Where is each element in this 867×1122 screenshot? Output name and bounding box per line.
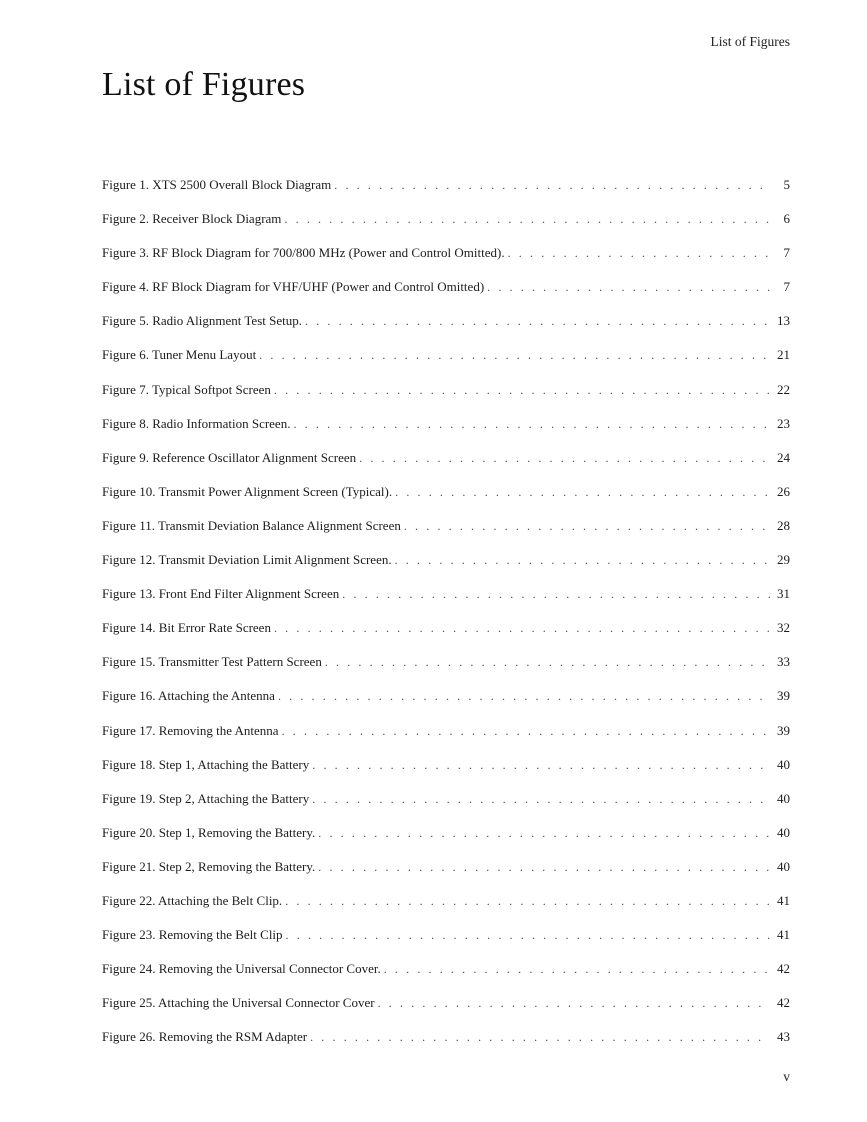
figure-entry-label: Figure 12. Transmit Deviation Limit Alignment Screen. bbox=[102, 552, 392, 568]
dot-leader bbox=[310, 1020, 770, 1054]
dot-leader bbox=[278, 679, 770, 713]
figure-list-entry[interactable] bbox=[102, 304, 790, 338]
page-number: v bbox=[783, 1069, 790, 1084]
figure-entry-label: Figure 22. Attaching the Belt Clip. bbox=[102, 892, 283, 908]
figure-entry-page: 22 bbox=[777, 381, 790, 397]
figure-entry-page: 41 bbox=[777, 892, 790, 908]
figure-entry-page: 26 bbox=[777, 483, 790, 499]
figure-entry-label: Figure 10. Transmit Power Alignment Screen (Typical). bbox=[102, 483, 393, 499]
figure-entry-label: Figure 1. XTS 2500 Overall Block Diagram bbox=[102, 177, 332, 192]
figure-entry-page: 40 bbox=[777, 824, 790, 840]
figure-list-entry[interactable] bbox=[102, 645, 790, 679]
dot-leader bbox=[284, 202, 770, 236]
dot-leader bbox=[312, 782, 770, 816]
figure-list-entry[interactable] bbox=[102, 918, 790, 952]
figure-list-entry[interactable] bbox=[102, 270, 790, 304]
figure-entry-page: 6 bbox=[783, 211, 790, 227]
figure-entry-label: Figure 5. Radio Alignment Test Setup. bbox=[102, 313, 302, 329]
figure-list-entry[interactable] bbox=[102, 884, 790, 918]
figure-list-entry[interactable] bbox=[102, 577, 790, 611]
dot-leader bbox=[312, 748, 770, 782]
dot-leader bbox=[384, 952, 770, 986]
figure-entry-page: 7 bbox=[783, 245, 790, 261]
figure-list-entry[interactable] bbox=[102, 475, 790, 509]
figure-entry-page: 21 bbox=[777, 347, 790, 363]
figure-entry-label: Figure 17. Removing the Antenna bbox=[102, 722, 279, 738]
figure-list-entry[interactable] bbox=[102, 611, 790, 645]
figure-entry-label: Figure 18. Step 1, Attaching the Battery bbox=[102, 756, 310, 772]
figure-entry-page: 7 bbox=[783, 279, 790, 295]
figure-list-entry[interactable] bbox=[102, 816, 790, 850]
figure-entry-label: Figure 14. Bit Error Rate Screen bbox=[102, 620, 271, 636]
figure-list-entry[interactable] bbox=[102, 202, 790, 236]
figure-list-entry[interactable] bbox=[102, 168, 790, 202]
figure-entry-page: 42 bbox=[777, 995, 790, 1011]
dot-leader bbox=[342, 577, 770, 611]
figure-entry-label: Figure 2. Receiver Block Diagram bbox=[102, 211, 282, 227]
dot-leader bbox=[359, 441, 770, 475]
figure-list-entry[interactable] bbox=[102, 236, 790, 270]
dot-leader bbox=[404, 509, 770, 543]
figure-list-entry[interactable] bbox=[102, 714, 790, 748]
figure-entry-label: Figure 8. Radio Information Screen. bbox=[102, 415, 291, 431]
dot-leader bbox=[334, 168, 770, 202]
figure-list-entry[interactable] bbox=[102, 1020, 790, 1054]
figure-entry-page: 41 bbox=[777, 927, 790, 943]
figure-entry-page: 40 bbox=[777, 790, 790, 806]
figure-entry-label: Figure 3. RF Block Diagram for 700/800 MHz (Power and Control Omitted). bbox=[102, 245, 505, 261]
dot-leader bbox=[286, 918, 770, 952]
figure-entry-page: 39 bbox=[777, 688, 790, 704]
figure-entry-page: 43 bbox=[777, 1029, 790, 1045]
dot-leader bbox=[318, 816, 770, 850]
figure-list-entry[interactable] bbox=[102, 509, 790, 543]
dot-leader bbox=[293, 407, 770, 441]
dot-leader bbox=[259, 338, 770, 372]
figure-list-entry[interactable] bbox=[102, 782, 790, 816]
figure-entry-label: Figure 13. Front End Filter Alignment Screen bbox=[102, 586, 340, 602]
figure-entry-page: 31 bbox=[777, 586, 790, 602]
dot-leader bbox=[395, 475, 770, 509]
figure-list-entry[interactable] bbox=[102, 441, 790, 475]
figure-entry-page: 13 bbox=[777, 313, 790, 329]
figure-entry-label: Figure 24. Removing the Universal Connector Cover. bbox=[102, 961, 381, 977]
dot-leader bbox=[325, 645, 770, 679]
figure-entry-label: Figure 21. Step 2, Removing the Battery. bbox=[102, 858, 316, 874]
figure-entry-page: 33 bbox=[777, 654, 790, 670]
figure-entry-label: Figure 16. Attaching the Antenna bbox=[102, 688, 275, 704]
figure-entry-label: Figure 25. Attaching the Universal Connector Cover bbox=[102, 995, 375, 1011]
figure-entry-label: Figure 20. Step 1, Removing the Battery. bbox=[102, 824, 316, 840]
figure-entry-label: Figure 4. RF Block Diagram for VHF/UHF (Power and Control Omitted) bbox=[102, 279, 485, 295]
page-title: List of Figures bbox=[102, 66, 306, 103]
running-header: List of Figures bbox=[710, 34, 790, 49]
figure-list-entry[interactable] bbox=[102, 952, 790, 986]
figure-list-entry[interactable] bbox=[102, 373, 790, 407]
figure-entry-page: 32 bbox=[777, 620, 790, 636]
figure-entry-label: Figure 6. Tuner Menu Layout bbox=[102, 347, 257, 363]
dot-leader bbox=[318, 850, 770, 884]
dot-leader bbox=[508, 236, 770, 270]
dot-leader bbox=[378, 986, 770, 1020]
dot-leader bbox=[487, 270, 770, 304]
figure-list-entry[interactable] bbox=[102, 543, 790, 577]
figure-entry-page: 5 bbox=[783, 177, 790, 192]
figure-list-entry[interactable] bbox=[102, 407, 790, 441]
figure-entry-label: Figure 26. Removing the RSM Adapter bbox=[102, 1029, 308, 1045]
figure-entry-label: Figure 19. Step 2, Attaching the Battery bbox=[102, 790, 310, 806]
figure-entry-label: Figure 7. Typical Softpot Screen bbox=[102, 381, 271, 397]
figure-list-entry[interactable] bbox=[102, 986, 790, 1020]
dot-leader bbox=[282, 714, 770, 748]
figure-entry-page: 29 bbox=[777, 552, 790, 568]
figure-entry-page: 40 bbox=[777, 858, 790, 874]
figure-entry-page: 39 bbox=[777, 722, 790, 738]
figure-entry-page: 24 bbox=[777, 449, 790, 465]
dot-leader bbox=[274, 611, 770, 645]
figure-list-entry[interactable] bbox=[102, 748, 790, 782]
figure-list-entry[interactable] bbox=[102, 338, 790, 372]
dot-leader bbox=[305, 304, 770, 338]
figure-list-entry[interactable] bbox=[102, 679, 790, 713]
dot-leader bbox=[274, 373, 770, 407]
figure-entry-label: Figure 15. Transmitter Test Pattern Screen bbox=[102, 654, 322, 670]
figure-list bbox=[102, 168, 790, 1054]
figure-entry-page: 23 bbox=[777, 415, 790, 431]
figure-entry-label: Figure 11. Transmit Deviation Balance Alignment Screen bbox=[102, 517, 401, 533]
figure-entry-label: Figure 23. Removing the Belt Clip bbox=[102, 927, 283, 943]
figure-list-entry[interactable] bbox=[102, 850, 790, 884]
figure-entry-page: 42 bbox=[777, 961, 790, 977]
figure-entry-page: 40 bbox=[777, 756, 790, 772]
dot-leader bbox=[395, 543, 770, 577]
dot-leader bbox=[285, 884, 770, 918]
figure-entry-label: Figure 9. Reference Oscillator Alignment Screen bbox=[102, 449, 357, 465]
figure-entry-page: 28 bbox=[777, 517, 790, 533]
